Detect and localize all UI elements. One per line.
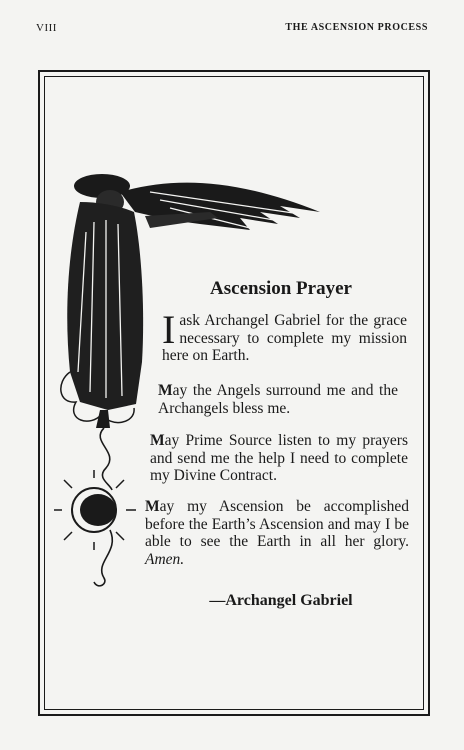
paragraph-text: ay the Angels surround me and the Archangels bless me. [158, 382, 398, 417]
paragraph-lead: M [150, 432, 165, 449]
running-head [36, 22, 428, 34]
paragraph-text: ay Prime Source listen to my prayers and send me the help I need to complete my Divine Contract. [150, 432, 408, 484]
prayer-paragraph [158, 382, 398, 417]
paragraph-text: ay my Ascension be accomplished before the Earth’s Ascension and may I be able to see the Earth in all her glory. [145, 498, 409, 550]
prayer-paragraph [162, 307, 407, 365]
prayer-title: Ascension Prayer [210, 278, 352, 299]
page-number: VIII [36, 22, 57, 34]
amen: Amen. [145, 550, 185, 568]
prayer-paragraph [145, 498, 409, 568]
paragraph-text: ask Archangel Gabriel for the grace necessary to complete my mission here on Earth. [162, 312, 407, 364]
prayer-paragraph [150, 432, 408, 485]
book-title: THE ASCENSION PROCESS [285, 22, 428, 33]
signature: —Archangel Gabriel [209, 592, 353, 609]
paragraph-lead: M [158, 382, 173, 399]
paragraph-lead: M [145, 498, 160, 515]
drop-cap: I [162, 307, 176, 352]
